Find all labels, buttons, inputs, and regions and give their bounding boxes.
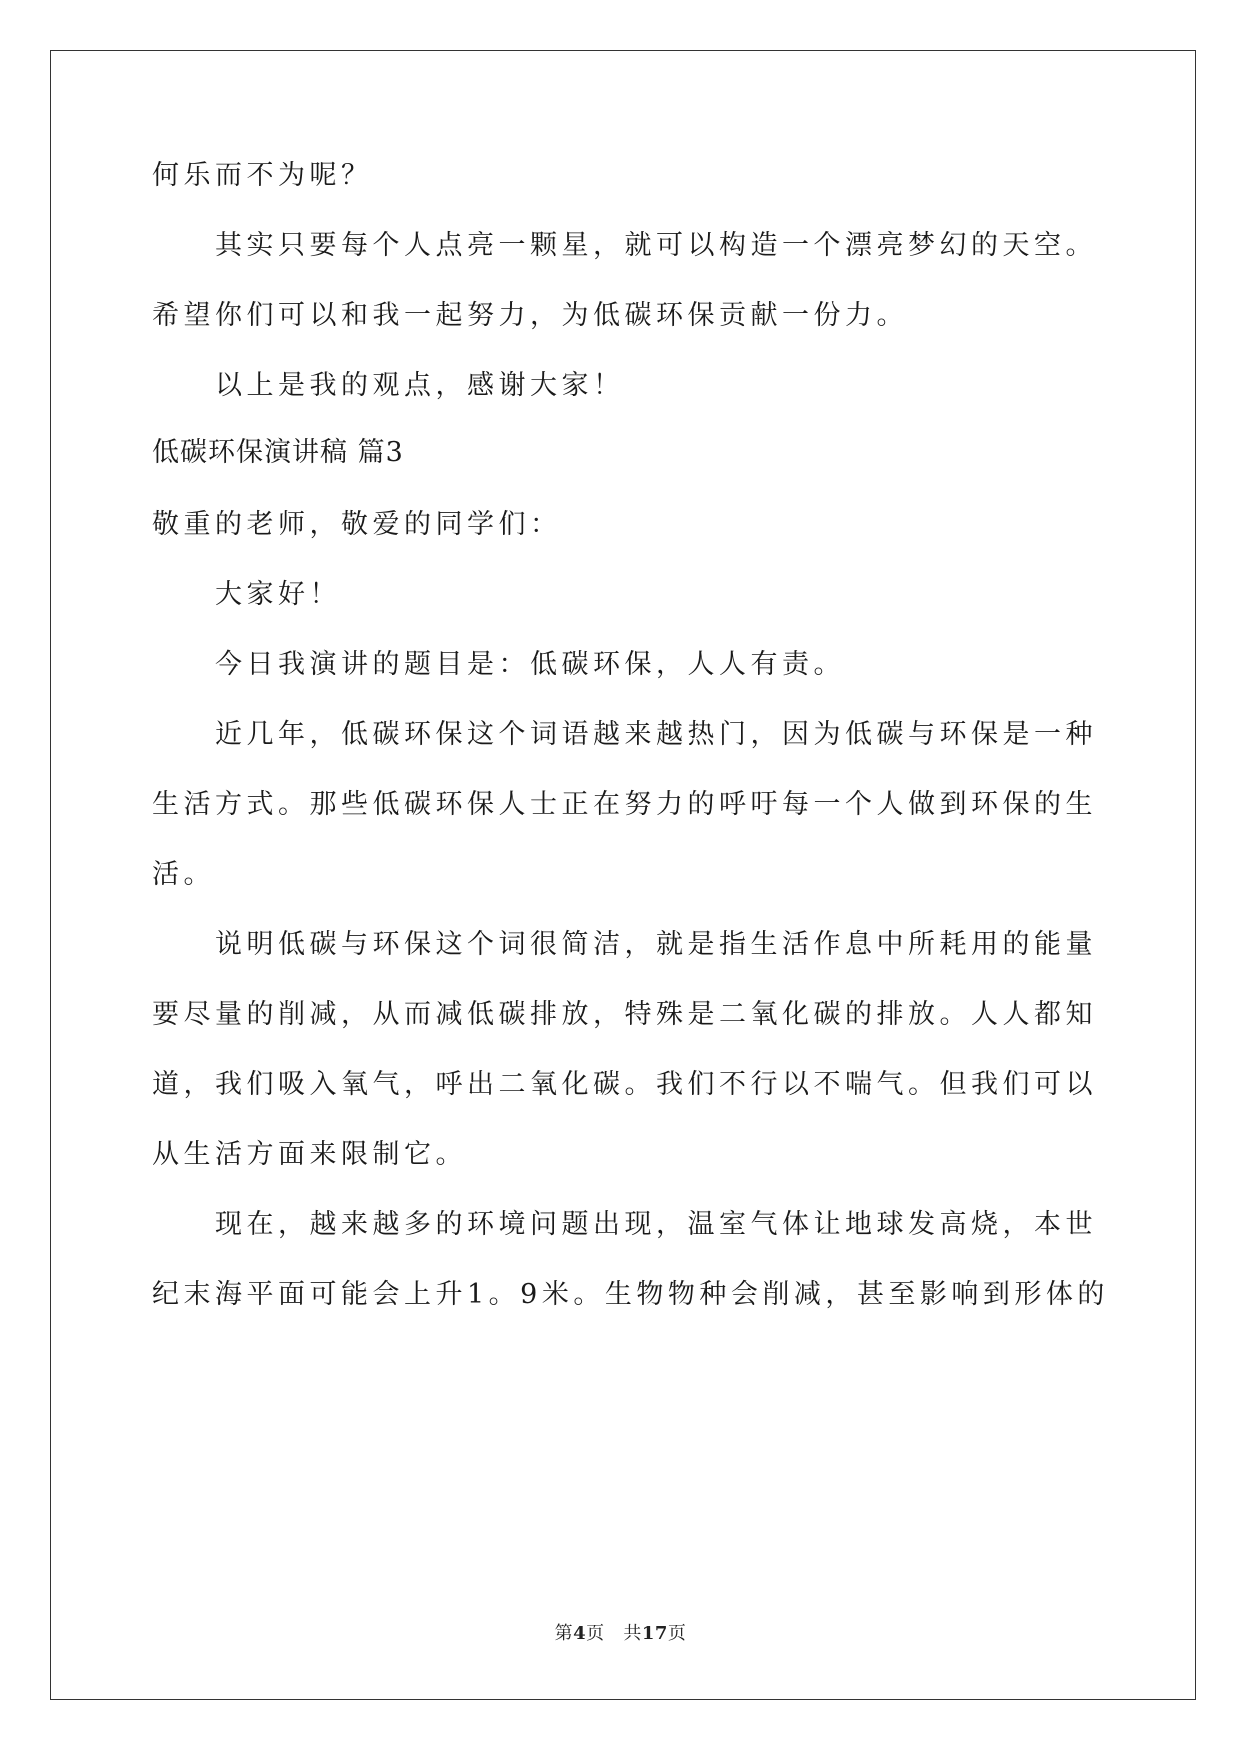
paragraph-first-line: 近几年，低碳环保这个词语越来越热门，因为低碳与环保是一种	[215, 719, 1097, 750]
text-line: 生活方式。那些低碳环保人士正在努力的呼吁每一个人做到环保的生	[152, 789, 1097, 820]
footer-page-suffix: 页	[586, 1623, 605, 1644]
page-number: 4	[573, 1623, 587, 1644]
text-line: 希望你们可以和我一起努力，为低碳环保贡献一份力。	[152, 300, 908, 331]
text-line: 要尽量的削减，从而减低碳排放，特殊是二氧化碳的排放。人人都知	[152, 999, 1097, 1030]
paragraph-first-line: 今日我演讲的题目是：低碳环保，人人有责。	[215, 649, 845, 680]
text-line: 纪末海平面可能会上升1。9米。生物物种会削减，甚至影响到形体的	[152, 1279, 1109, 1310]
paragraph-first-line: 以上是我的观点，感谢大家！	[215, 370, 625, 401]
paragraph-first-line: 其实只要每个人点亮一颗星，就可以构造一个漂亮梦幻的天空。	[215, 230, 1097, 261]
footer-prefix: 第	[554, 1623, 574, 1644]
total-pages: 17	[641, 1623, 668, 1644]
section-heading: 低碳环保演讲稿 篇3	[152, 437, 404, 468]
text-line: 道，我们吸入氧气，呼出二氧化碳。我们不行以不喘气。但我们可以	[152, 1069, 1097, 1100]
text-line: 活。	[152, 859, 215, 890]
greeting: 大家好！	[215, 579, 341, 610]
text-line: 从生活方面来限制它。	[152, 1139, 467, 1170]
paragraph-first-line: 说明低碳与环保这个词很简洁，就是指生活作息中所耗用的能量	[215, 929, 1097, 960]
salutation: 敬重的老师，敬爱的同学们：	[152, 509, 562, 540]
text-line: 何乐而不为呢？	[152, 160, 373, 191]
footer-total-prefix: 共	[623, 1623, 642, 1644]
footer-total-suffix: 页	[667, 1623, 687, 1644]
page-footer	[0, 1622, 1241, 1646]
paragraph-first-line: 现在，越来越多的环境问题出现，温室气体让地球发高烧，本世	[215, 1209, 1097, 1240]
